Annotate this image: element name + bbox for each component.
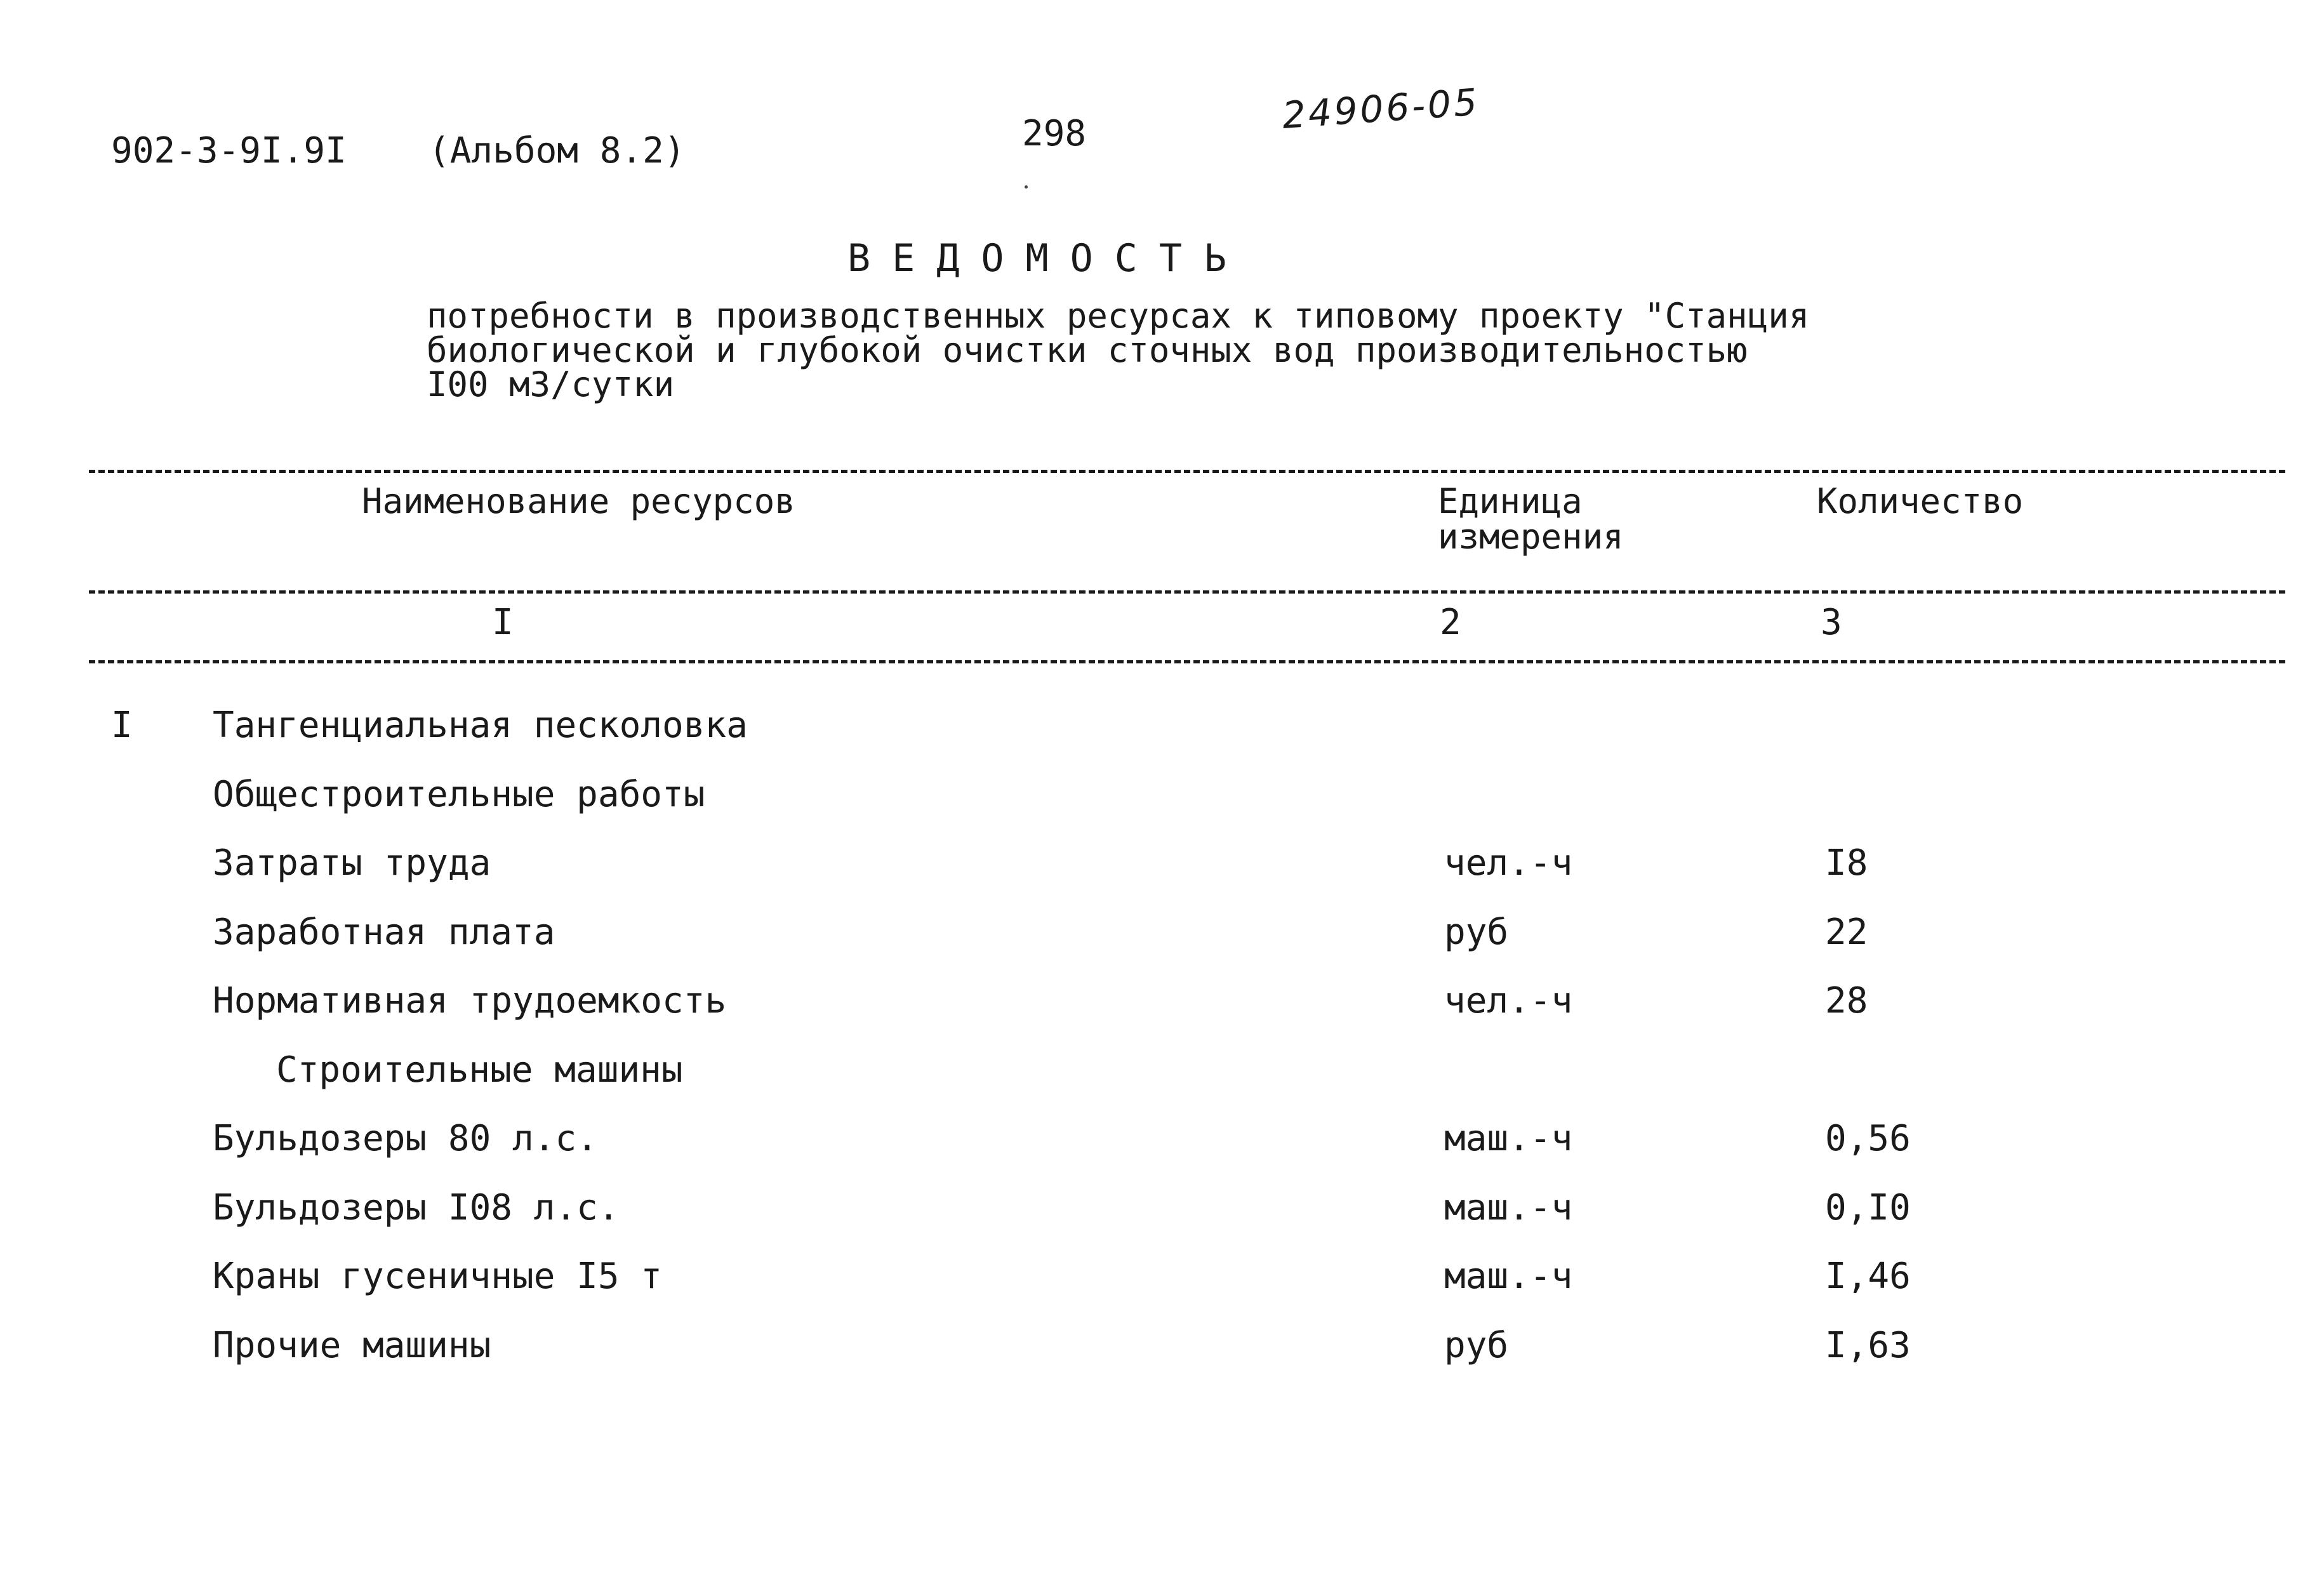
table-row [0, 1325, 2324, 1376]
resource-name: Строительные машины [276, 1049, 683, 1091]
table-row [0, 705, 2324, 755]
table-row [0, 1118, 2324, 1169]
unit-of-measure: маш.-ч [1444, 1256, 1573, 1297]
document-title: ВЕДОМОСТЬ [847, 236, 1249, 281]
table-header-rule [89, 590, 2285, 594]
quantity: 0,I0 [1825, 1187, 1911, 1228]
unit-of-measure: чел.-ч [1444, 842, 1573, 884]
table-columns-rule [89, 660, 2285, 663]
resource-name: Прочие машины [213, 1325, 491, 1366]
resource-name: Общестроительные работы [213, 774, 705, 815]
table-row [0, 774, 2324, 825]
table-row [0, 912, 2324, 962]
resource-name: Заработная плата [213, 912, 555, 953]
column-header-quantity: Количество [1817, 481, 2024, 521]
unit-of-measure: маш.-ч [1444, 1187, 1573, 1228]
table-row [0, 980, 2324, 1031]
table-row [0, 1187, 2324, 1238]
unit-of-measure: руб [1444, 912, 1509, 953]
table-row [0, 842, 2324, 893]
unit-of-measure: руб [1444, 1325, 1509, 1366]
table-top-rule [89, 470, 2285, 473]
subtitle-line-2: биологической и глубокой очистки сточных вод производительностью [427, 330, 1748, 370]
resource-name: Тангенциальная песколовка [213, 705, 748, 746]
album-label: (Альбом 8.2) [428, 130, 686, 171]
resource-name: Краны гусеничные I5 т [213, 1256, 663, 1297]
column-number-2: 2 [1440, 602, 1461, 643]
unit-of-measure: маш.-ч [1444, 1118, 1573, 1159]
quantity: 28 [1825, 980, 1868, 1021]
handwritten-number: 24906-05 [1280, 80, 1481, 137]
page-number: 298 [1022, 113, 1087, 154]
resource-name: Затраты труда [213, 842, 491, 884]
resource-name: Бульдозеры 80 л.с. [213, 1118, 598, 1159]
resource-name: Бульдозеры I08 л.с. [213, 1187, 620, 1228]
subtitle-line-1: потребности в производственных ресурсах к типовому проекту "Станция [427, 296, 1810, 336]
quantity: I,46 [1825, 1256, 1911, 1297]
resource-name: Нормативная трудоемкость [213, 980, 727, 1021]
column-number-3: 3 [1821, 602, 1842, 643]
subtitle-line-3: I00 м3/сутки [427, 364, 675, 404]
ink-dot [1025, 185, 1028, 189]
quantity: I,63 [1825, 1325, 1911, 1366]
table-row [0, 1049, 2324, 1100]
column-number-1: I [492, 602, 514, 643]
row-number: I [111, 705, 133, 746]
unit-of-measure: чел.-ч [1444, 980, 1573, 1021]
column-header-unit-line2: измерения [1438, 517, 1624, 557]
column-header-unit-line1: Единица [1438, 481, 1583, 521]
quantity: I8 [1825, 842, 1868, 884]
table-row [0, 1256, 2324, 1306]
quantity: 0,56 [1825, 1118, 1911, 1159]
document-code: 902-3-9I.9I [111, 130, 347, 171]
quantity: 22 [1825, 912, 1868, 953]
column-header-name: Наименование ресурсов [362, 481, 795, 521]
